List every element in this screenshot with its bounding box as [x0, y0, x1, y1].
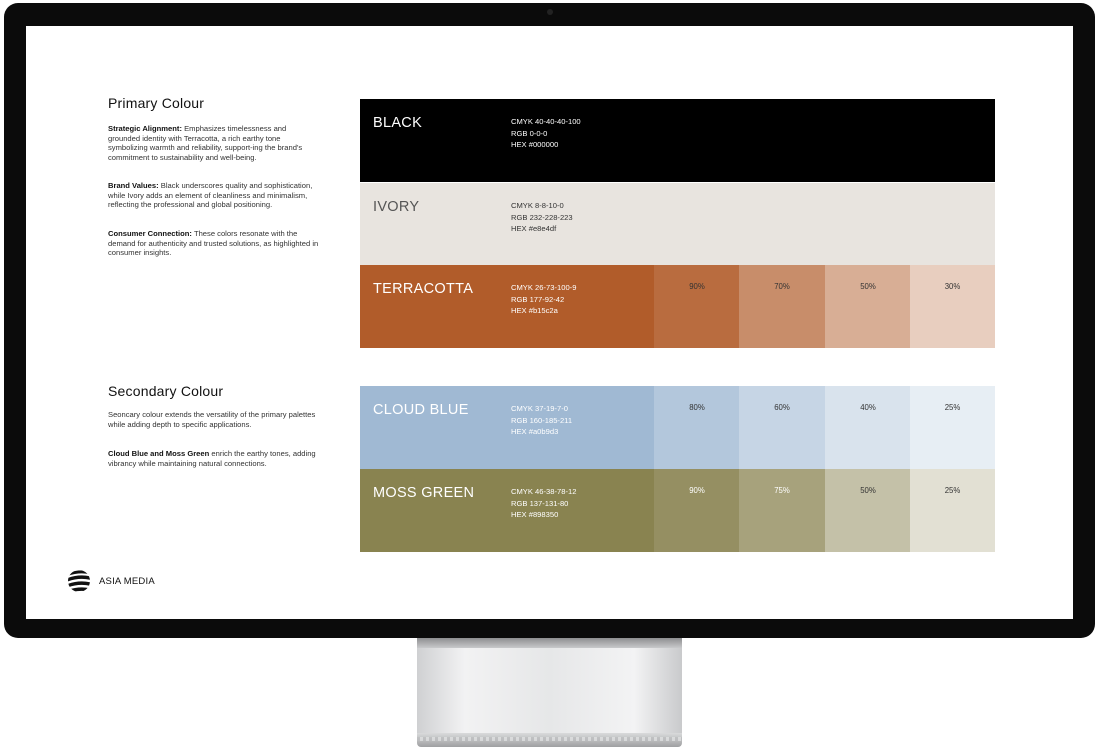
tint-block — [739, 386, 825, 469]
tint-label: 60% — [774, 403, 790, 412]
monitor-stand — [417, 638, 682, 738]
swatch-cloud-blue — [360, 386, 995, 469]
stand-hinge — [417, 638, 682, 648]
asia-media-logo — [67, 569, 155, 593]
swatch-rgb: RGB 232-228-223 — [511, 212, 573, 222]
swatch-name: TERRACOTTA — [373, 281, 474, 297]
monitor-bezel — [4, 3, 1095, 638]
swatch-specs — [511, 116, 581, 151]
tint-label: 25% — [944, 486, 961, 495]
tint-label: 50% — [860, 486, 876, 495]
tint-block — [825, 265, 911, 348]
swatch-name: BLACK — [373, 115, 423, 131]
secondary-detail-label: Cloud Blue and Moss Green — [108, 449, 210, 458]
swatch-name: IVORY — [373, 199, 420, 215]
swatch-black — [360, 99, 995, 182]
tint-label: 70% — [774, 282, 790, 291]
swatch-name: CLOUD BLUE — [373, 402, 469, 418]
secondary-detail-paragraph — [108, 449, 320, 468]
swatch-ivory — [360, 183, 995, 266]
primary-colour-title: Primary Colour — [108, 95, 205, 111]
swatch-rgb: RGB 177-92-42 — [511, 294, 565, 304]
tint-block — [654, 386, 740, 469]
swatch-cmyk: CMYK 37-19-7-0 — [511, 404, 568, 413]
strategic-alignment-label: Strategic Alignment: — [108, 124, 182, 133]
swatch-hex: HEX #a0b9d3 — [511, 427, 559, 436]
brand-values-label: Brand Values: — [108, 181, 159, 190]
consumer-connection-label: Consumer Connection: — [108, 229, 192, 238]
swatch-cmyk: CMYK 26-73-100-9 — [511, 283, 577, 292]
swatch-terracotta — [360, 265, 995, 348]
swatch-specs — [511, 282, 576, 317]
swatch-rgb: RGB 137-131-80 — [511, 498, 569, 508]
tint-block — [825, 469, 911, 552]
globe-stripes-icon — [67, 569, 91, 593]
swatch-cmyk: CMYK 8-8-10-0 — [511, 201, 564, 210]
tint-block — [739, 469, 825, 552]
swatch-rgb: RGB 160-185-211 — [511, 415, 573, 425]
swatch-name: MOSS GREEN — [373, 485, 475, 501]
tint-block — [654, 265, 740, 348]
brand-values-paragraph — [108, 181, 320, 210]
tint-label: 25% — [944, 403, 961, 412]
secondary-detail-text: enrich the earthy tones, adding vibrancy while maintaining natural connections. — [108, 449, 316, 468]
strategic-alignment-paragraph — [108, 124, 320, 162]
swatch-hex: HEX #000000 — [511, 140, 559, 149]
tint-block — [654, 469, 740, 552]
tint-block — [739, 265, 825, 348]
tint-block — [910, 386, 995, 469]
swatch-specs — [511, 486, 576, 521]
swatch-cmyk: CMYK 40-40-40-100 — [511, 117, 581, 126]
secondary-intro-paragraph: Seoncary colour extends the versatility of the primary palettes while adding depth to specific applications. — [108, 410, 316, 429]
logo-text: ASIA MEDIA — [99, 575, 155, 587]
brand-values-text: Black underscores quality and sophistication, while Ivory adds an element of cleanliness and minimalism, reflecting the professional and global positioning. — [108, 181, 313, 210]
tint-label: 90% — [689, 282, 705, 291]
swatch-cmyk: CMYK 46-38-78-12 — [511, 487, 577, 496]
tint-label: 75% — [774, 486, 790, 495]
strategic-alignment-text: Emphasizes timelessness and grounded identity with Terracotta, a rich earthy tone symbolizing warmth and reliability, support-ing the brand's commitment to sustainability and well-being. — [108, 124, 303, 162]
swatch-hex: HEX #e8e4df — [511, 224, 557, 233]
tint-label: 50% — [860, 282, 876, 291]
tint-block — [910, 265, 995, 348]
camera-dot — [547, 9, 553, 15]
tint-label: 30% — [944, 282, 961, 291]
swatch-hex: HEX #b15c2a — [511, 306, 558, 315]
tint-label: 80% — [689, 403, 705, 412]
screen — [26, 26, 1073, 619]
swatch-rgb: RGB 0-0-0 — [511, 128, 548, 138]
swatch-specs — [511, 403, 572, 438]
consumer-connection-text: These colors resonate with the demand for authenticity and trusted solutions, as highlighted in consumer insights. — [108, 229, 319, 258]
tint-label: 90% — [689, 486, 705, 495]
swatch-moss-green — [360, 469, 995, 552]
tint-block — [910, 469, 995, 552]
secondary-colour-title: Secondary Colour — [108, 383, 224, 399]
swatch-specs — [511, 200, 573, 235]
tint-label: 40% — [860, 403, 876, 412]
swatch-hex: HEX #898350 — [511, 510, 559, 519]
tint-block — [825, 386, 911, 469]
consumer-connection-paragraph — [108, 229, 320, 258]
stand-foot — [417, 733, 682, 747]
